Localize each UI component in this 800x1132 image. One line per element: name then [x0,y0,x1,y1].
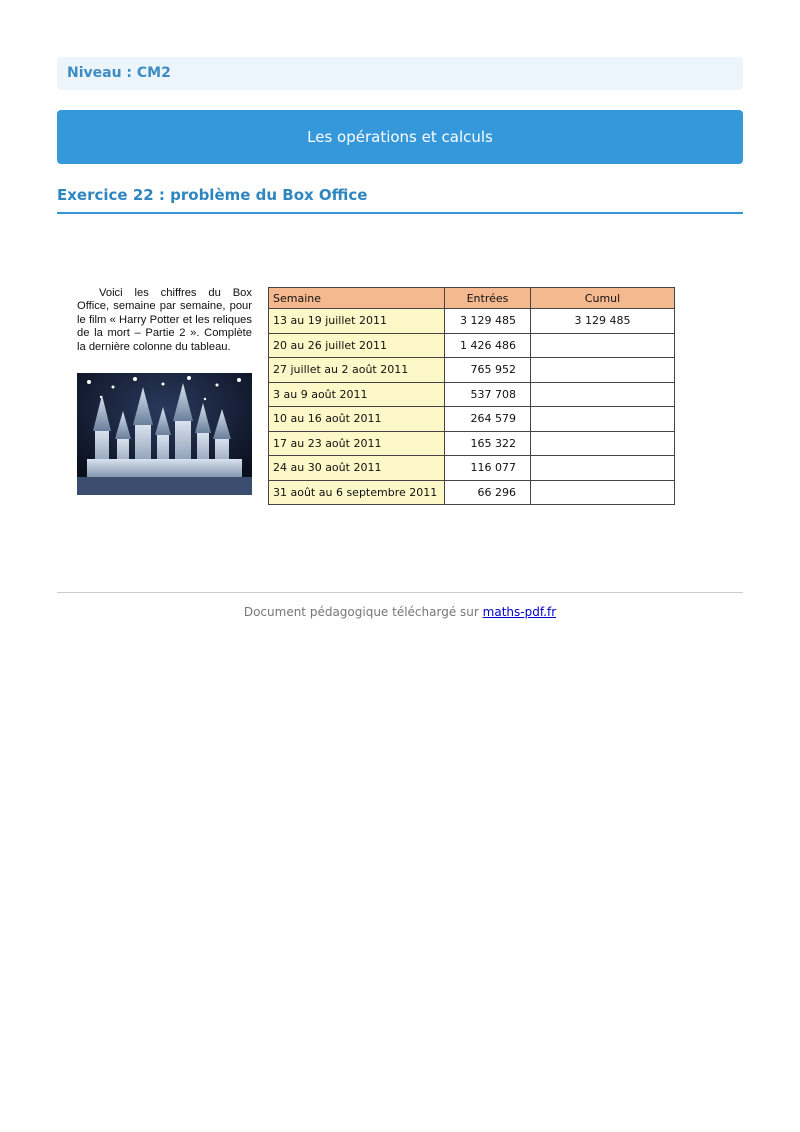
cell-entrees: 264 579 [445,407,531,432]
footer-text: Document pédagogique téléchargé sur [243,605,479,619]
cell-entrees: 66 296 [445,480,531,505]
exercise-title: Exercice 22 : problème du Box Office [57,185,743,214]
cell-semaine: 20 au 26 juillet 2011 [269,333,445,358]
cell-entrees: 116 077 [445,456,531,481]
castle-photo-icon [77,373,252,495]
cell-entrees: 1 426 486 [445,333,531,358]
table-row [269,456,675,481]
cell-cumul [531,480,675,505]
table-row [269,309,675,334]
table-row [269,333,675,358]
table-header-row [269,288,675,309]
cell-semaine: 31 août au 6 septembre 2011 [269,480,445,505]
column-header-cumul: Cumul [531,288,675,309]
level-label: Niveau : CM2 [57,57,743,90]
cell-semaine: 10 au 16 août 2011 [269,407,445,432]
cell-semaine: 13 au 19 juillet 2011 [269,309,445,334]
column-header-entrees: Entrées [445,288,531,309]
cell-entrees: 765 952 [445,358,531,383]
cell-entrees: 3 129 485 [445,309,531,334]
footer-divider [57,592,743,593]
table-row [269,382,675,407]
table-row [269,431,675,456]
topic-banner: Les opérations et calculs [57,110,743,164]
cell-semaine: 24 au 30 août 2011 [269,456,445,481]
cell-entrees: 537 708 [445,382,531,407]
box-office-table [268,287,675,505]
cell-cumul [531,431,675,456]
cell-cumul [531,358,675,383]
table-row [269,407,675,432]
cell-cumul [531,456,675,481]
cell-semaine: 17 au 23 août 2011 [269,431,445,456]
cell-entrees: 165 322 [445,431,531,456]
footer [57,605,743,619]
column-header-semaine: Semaine [269,288,445,309]
exercise-intro: Voici les chiffres du Box Office, semaine par semaine, pour le film « Harry Potter et les reliques de la mort – Partie 2 ». Complète la dernière colonne du tableau. [77,287,252,353]
footer-link[interactable]: maths-pdf.fr [482,605,557,619]
cell-cumul [531,407,675,432]
table-row [269,480,675,505]
table-row [269,358,675,383]
cell-cumul [531,333,675,358]
cell-cumul [531,382,675,407]
cell-semaine: 3 au 9 août 2011 [269,382,445,407]
cell-semaine: 27 juillet au 2 août 2011 [269,358,445,383]
cell-cumul: 3 129 485 [531,309,675,334]
